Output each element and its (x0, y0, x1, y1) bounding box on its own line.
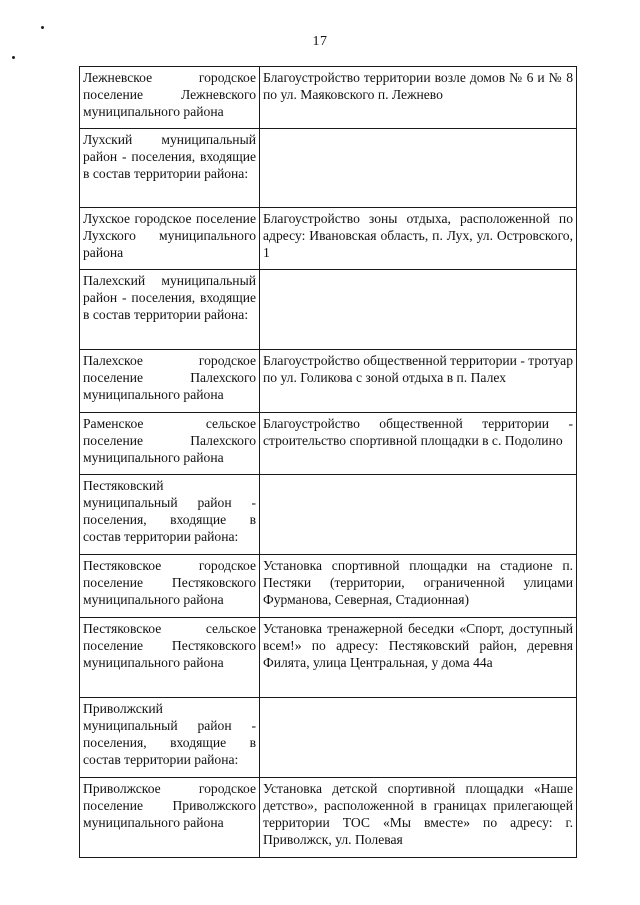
settlement-cell: Приволжское городское поселение Приволжского муниципального района (80, 778, 260, 858)
table-row (80, 270, 577, 350)
district-header-cell: Приволжский муниципальный район - поселения, входящие в состав территории района: (80, 698, 260, 778)
empty-cell (260, 698, 577, 778)
table-row (80, 67, 577, 129)
settlement-cell: Пестяковское городское поселение Пестяковского муниципального района (80, 555, 260, 618)
project-cell: Установка спортивной площадки на стадионе п. Пестяки (территории, ограниченной улицами Фурманова, Северная, Стадионная) (260, 555, 577, 618)
project-cell: Установка детской спортивной площадки «Наше детство», расположенной в границах прилегающей территории ТОС «Мы вместе» по адресу: г. Приволжск, ул. Полевая (260, 778, 577, 858)
empty-cell (260, 475, 577, 555)
project-cell: Благоустройство общественной территории - тротуар по ул. Голикова с зоной отдыха в п. Палех (260, 350, 577, 413)
table-row (80, 208, 577, 270)
empty-cell (260, 129, 577, 208)
district-header-cell: Палехский муниципальный район - поселения, входящие в состав территории района: (80, 270, 260, 350)
table-row (80, 618, 577, 698)
project-cell: Благоустройство зоны отдыха, расположенной по адресу: Ивановская область, п. Лух, ул. Островского, 1 (260, 208, 577, 270)
project-cell: Установка тренажерной беседки «Спорт, доступный всем!» по адресу: Пестяковский район, деревня Филята, улица Центральная, у дома 44а (260, 618, 577, 698)
settlement-cell: Лежневское городское поселение Лежневского муниципального района (80, 67, 260, 129)
table-row (80, 350, 577, 413)
table-row (80, 413, 577, 475)
settlement-cell: Раменское сельское поселение Палехского муниципального района (80, 413, 260, 475)
page-number: 17 (312, 34, 328, 49)
empty-cell (260, 270, 577, 350)
table-row (80, 129, 577, 208)
table-row (80, 475, 577, 555)
table-row (80, 698, 577, 778)
settlement-cell: Палехское городское поселение Палехского муниципального района (80, 350, 260, 413)
projects-table (79, 66, 577, 858)
settlement-cell: Пестяковское сельское поселение Пестяковского муниципального района (80, 618, 260, 698)
district-header-cell: Лухский муниципальный район - поселения, входящие в состав территории района: (80, 129, 260, 208)
project-cell: Благоустройство общественной территории - строительство спортивной площадки в с. Подолино (260, 413, 577, 475)
scan-speck-1 (41, 26, 44, 29)
project-cell: Благоустройство территории возле домов № 6 и № 8 по ул. Маяковского п. Лежнево (260, 67, 577, 129)
table-row (80, 555, 577, 618)
settlement-cell: Лухское городское поселение Лухского муниципального района (80, 208, 260, 270)
scan-speck-2 (12, 56, 15, 59)
district-header-cell: Пестяковский муниципальный район - поселения, входящие в состав территории района: (80, 475, 260, 555)
table-row (80, 778, 577, 858)
